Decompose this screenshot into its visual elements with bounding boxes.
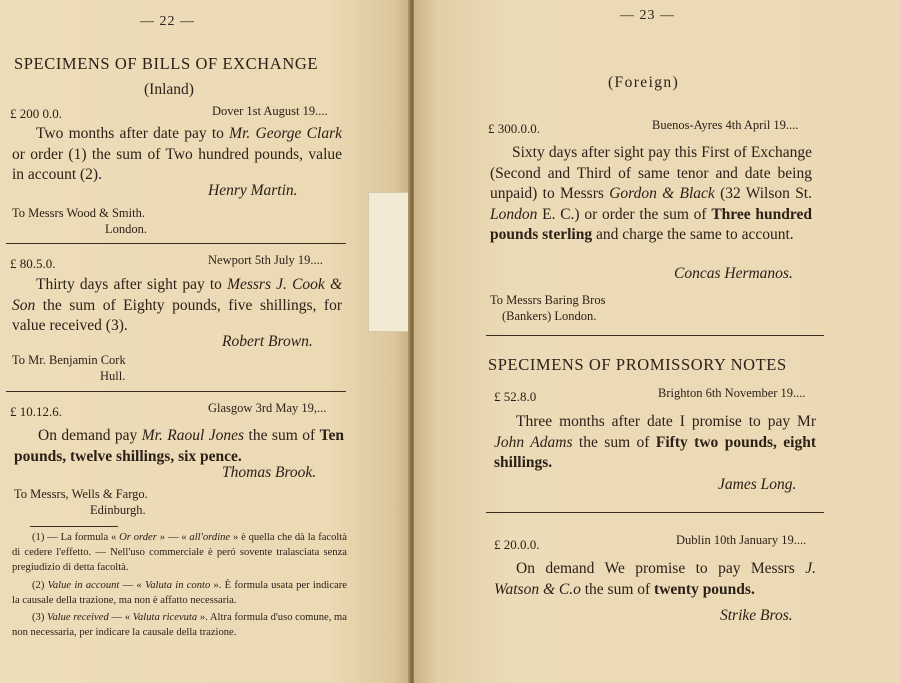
text-run: Valuta in conto	[144, 579, 211, 591]
foreign-bill-text	[490, 143, 812, 246]
text-run: all'ordine	[189, 532, 231, 543]
left-page	[0, 0, 410, 683]
note-1-amount: £ 52.8.0	[494, 389, 537, 404]
text-run: ». È formula usata per indicare la causale della trazione, ma non è affatto necessaria.	[12, 579, 347, 606]
bills-heading: SPECIMENS OF BILLS OF EXCHANGE	[14, 54, 319, 73]
text-run: Three hundred pounds sterling	[490, 205, 812, 243]
text-run: Gordon & Black	[609, 185, 715, 202]
text-run: John Adams	[494, 433, 573, 451]
text-run: Three months after date I promise to pay Mr	[516, 413, 816, 430]
text-run: London	[490, 205, 538, 223]
text-run: Value in account	[47, 579, 120, 591]
text-run: E. C.) or order the sum of	[537, 205, 712, 223]
foreign-bill-place-date: Buenos-Ayres 4th April 19....	[652, 118, 799, 132]
text-run: (32 Wilson St.	[714, 185, 812, 202]
text-run: Or order	[119, 532, 157, 543]
text-run: J. Watson & C.o	[494, 560, 816, 598]
bill-2-signature: Robert Brown.	[222, 333, 313, 350]
text-run: Mr. Raoul Jones	[141, 427, 245, 444]
bill-1-text	[12, 124, 342, 186]
bill-2-amount: £ 80.5.0.	[10, 256, 56, 271]
footnote-1	[12, 530, 347, 576]
bill-2-place-date: Newport 5th July 19....	[208, 253, 323, 267]
text-run: twenty pounds.	[654, 580, 755, 598]
page-number-23: — 23 —	[620, 8, 675, 23]
text-run: Two months after date pay to	[36, 125, 230, 142]
note-2-signature: Strike Bros.	[720, 607, 793, 624]
bill-3-text	[14, 426, 344, 467]
addressee-line: To Messrs, Wells & Fargo.	[14, 487, 148, 501]
addressee-line: Hull.	[100, 369, 126, 383]
text-run: — «	[108, 612, 133, 624]
text-run: Messrs J. Cook & Son	[12, 276, 343, 314]
text-run: Valuta ricevuta	[132, 612, 198, 624]
bill-1-place-date: Dover 1st August 19....	[212, 104, 328, 118]
foreign-bill-amount: £ 300.0.0.	[488, 121, 540, 136]
bill-3-addressee	[14, 486, 148, 518]
promissory-heading: SPECIMENS OF PROMISSORY NOTES	[488, 355, 787, 374]
text-run: Fifty two pounds, eight shillings.	[494, 433, 817, 471]
text-run: Thirty days after sight pay to	[36, 276, 228, 293]
text-run: the sum of	[580, 580, 655, 598]
addressee-line: London.	[105, 222, 148, 236]
text-run: Sixty days after sight pay this First of Exchange (Second and Third of same tenor and date being unpaid) to Messrs	[490, 144, 812, 202]
footnote-3	[12, 610, 347, 640]
text-run: ». Altra formula d'uso comune, ma non necessaria, per indicare la causale della trazione.	[12, 612, 347, 639]
note-2-place-date: Dublin 10th January 19....	[676, 533, 807, 547]
text-run: On demand We promise to pay Messrs	[516, 560, 806, 577]
addressee-line: To Messrs Baring Bros	[490, 293, 606, 307]
footnote-2	[12, 578, 347, 608]
text-run: On demand pay	[38, 427, 142, 444]
paper-tab	[368, 192, 410, 332]
bill-3-place-date: Glasgow 3rd May 19,...	[208, 401, 327, 415]
foreign-bill-signature: Concas Hermanos.	[674, 265, 793, 282]
text-run: the sum of	[572, 433, 656, 451]
addressee-line: Edinburgh.	[90, 503, 146, 517]
text-run: or order (1) the sum of Two hundred pounds, value in account (2).	[12, 145, 342, 183]
footnote-rule	[30, 526, 118, 527]
text-run: and charge the same to account.	[592, 226, 794, 243]
text-run: Ten pounds, twelve shillings, six pence.	[14, 427, 344, 465]
foreign-subheading: (Foreign)	[608, 74, 680, 91]
text-run: the sum of Eighty pounds, five shillings, for value received (3).	[12, 296, 342, 334]
foreign-bill-addressee	[490, 292, 605, 324]
note-1-place-date: Brighton 6th November 19....	[658, 386, 806, 400]
text-run: Mr. George Clark	[229, 125, 342, 142]
text-run: — «	[119, 579, 145, 591]
footnotes	[12, 530, 347, 642]
note-1-text	[494, 412, 816, 474]
text-run: » è quella che dà la facoltà di cedere l'effetto. — Nell'uso commerciale è peró sovente tralasciata senza pregiudizio di detta facoltà.	[12, 532, 348, 574]
right-page	[414, 0, 900, 683]
bill-1-addressee	[12, 205, 147, 237]
note-1-signature: James Long.	[718, 476, 797, 493]
divider	[486, 335, 824, 336]
addressee-line: (Bankers) London.	[502, 309, 597, 323]
bill-2-addressee	[12, 352, 126, 384]
addressee-line: To Mr. Benjamin Cork	[12, 353, 126, 367]
text-run: (1) — La formula «	[32, 532, 120, 543]
bill-1-signature: Henry Martin.	[208, 182, 298, 199]
text-run: Value received	[47, 612, 109, 624]
note-2-amount: £ 20.0.0.	[494, 537, 540, 552]
divider	[486, 512, 824, 513]
divider	[6, 243, 346, 244]
text-run: » — «	[156, 532, 190, 543]
bill-3-signature: Thomas Brook.	[222, 464, 317, 481]
text-run: (3)	[32, 612, 48, 624]
addressee-line: To Messrs Wood & Smith.	[12, 206, 145, 220]
bill-1-amount: £ 200 0.0.	[10, 106, 62, 121]
inland-subheading: (Inland)	[144, 81, 194, 98]
text-run: (2)	[32, 579, 48, 591]
bill-3-amount: £ 10.12.6.	[10, 404, 62, 419]
text-run: the sum of	[244, 427, 320, 444]
bill-2-text	[12, 275, 342, 337]
page-number-22: — 22 —	[140, 14, 195, 29]
divider	[6, 391, 346, 392]
note-2-text	[494, 559, 816, 600]
